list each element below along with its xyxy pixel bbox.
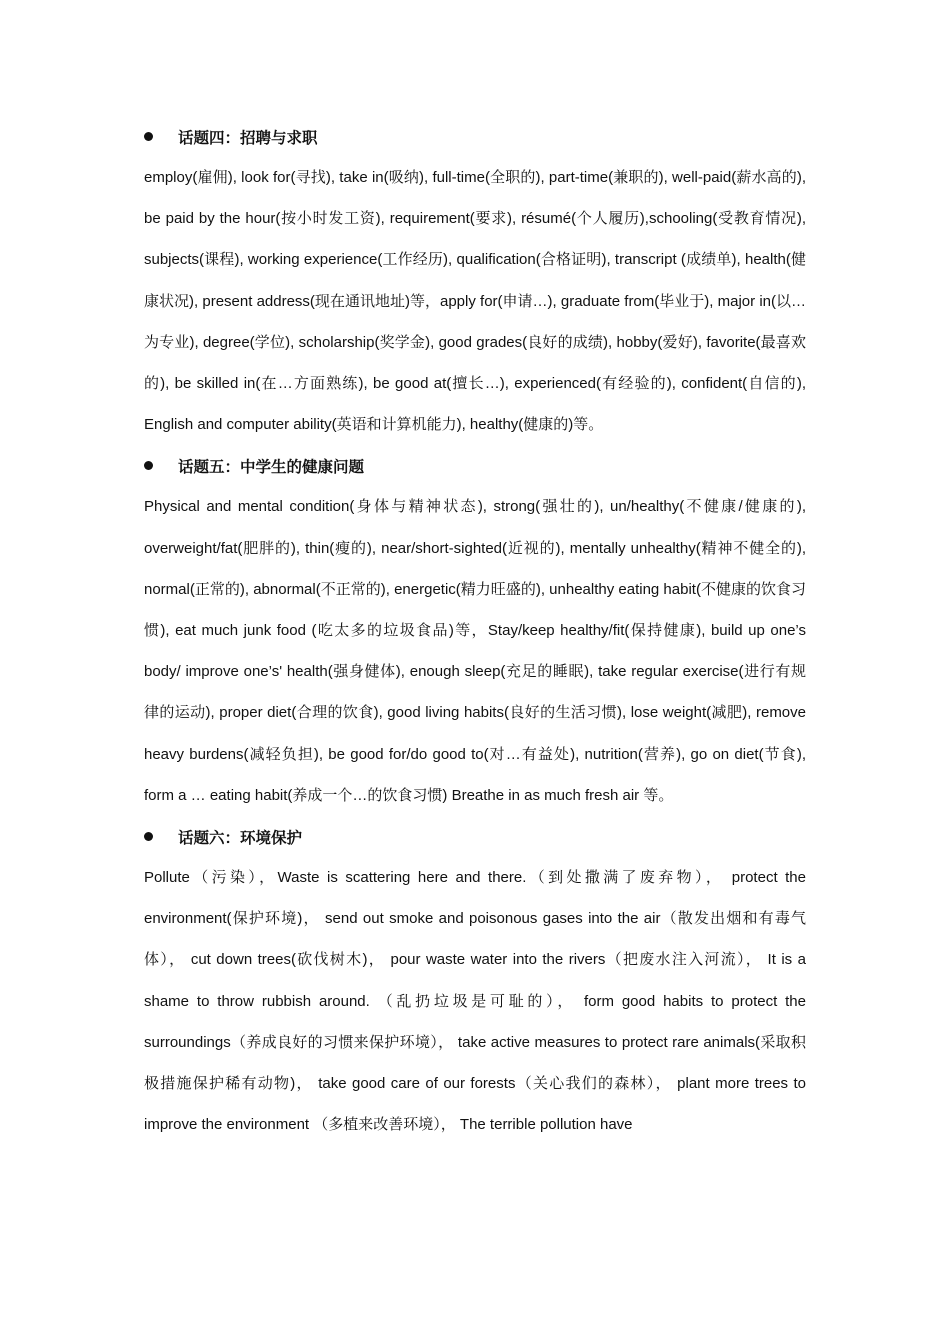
bullet-icon — [144, 461, 153, 470]
document-content — [144, 116, 806, 1145]
section-body-topic-4: employ(雇佣), look for(寻找), take in(吸纳), full-time(全职的), part-time(兼职的), well-paid(薪水高的), be paid by the hour(按小时发工资), requirement(要求), résumé(个人履历),schooling(受教育情况), subjects(课程), working experience(工作经历), qualification(合格证明), transcript (成绩单), health(健康状况), present address(现在通讯地址)等，apply for(申请…), graduate from(毕业于), major in(以…为专业), degree(学位), scholarship(奖学金), good grades(良好的成绩), hobby(爱好), favorite(最喜欢的), be skilled in(在…方面熟练), be good at(擅长…), experienced(有经验的), confident(自信的), English and computer ability(英语和计算机能力), healthy(健康的)等。 — [144, 169, 806, 434]
bullet-icon — [144, 132, 153, 141]
section-heading-text: 话题四：招聘与求职 — [178, 129, 318, 147]
section-heading-topic-5 — [144, 445, 806, 486]
section-body-topic-5: Physical and mental condition(身体与精神状态), strong(强壮的), un/healthy(不健康/健康的), overweight/fat(肥胖的), thin(瘦的), near/short-sighted(近视的), mentally unhealthy(精神不健全的), normal(正常的), abnormal(不正常的), energetic(精力旺盛的), unhealthy eating habit(不健康的饮食习惯), eat much junk food (吃太多的垃圾食品)等，Stay/keep healthy/fit(保持健康), build up one’s body/ improve one’s' health(强身健体), enough sleep(充足的睡眠), take regular exercise(进行有规律的运动), proper diet(合理的饮食), good living habits(良好的生活习惯), lose weight(减肥), remove heavy burdens(减轻负担), be good for/do good to(对…有益处), nutrition(营养), go on diet(节食), form a … eating habit(养成一个…的饮食习惯) Breathe in as much fresh air 等。 — [144, 498, 806, 804]
section-heading-topic-6 — [144, 816, 806, 857]
section-heading-topic-4 — [144, 116, 806, 157]
section-body-topic-6: Pollute（污染），Waste is scattering here and there.（到处撒满了废弃物）， protect the environment(保护环境)， send out smoke and poisonous gases into the air（散发出烟和有毒气体）， cut down trees(砍伐树木)， pour waste water into the rivers（把废水注入河流）， It is a shame to throw rubbish around. （乱扔垃圾是可耻的）， form good habits to protect the surroundings（养成良好的习惯来保护环境）， take active measures to protect rare animals(采取积极措施保护稀有动物)， take good care of our forests（关心我们的森林）， plant more trees to improve the environment （多植来改善环境）， The terrible pollution have — [144, 869, 806, 1134]
bullet-icon — [144, 832, 153, 841]
section-heading-text: 话题五：中学生的健康问题 — [178, 458, 365, 476]
section-heading-text: 话题六：环境保护 — [178, 829, 303, 847]
